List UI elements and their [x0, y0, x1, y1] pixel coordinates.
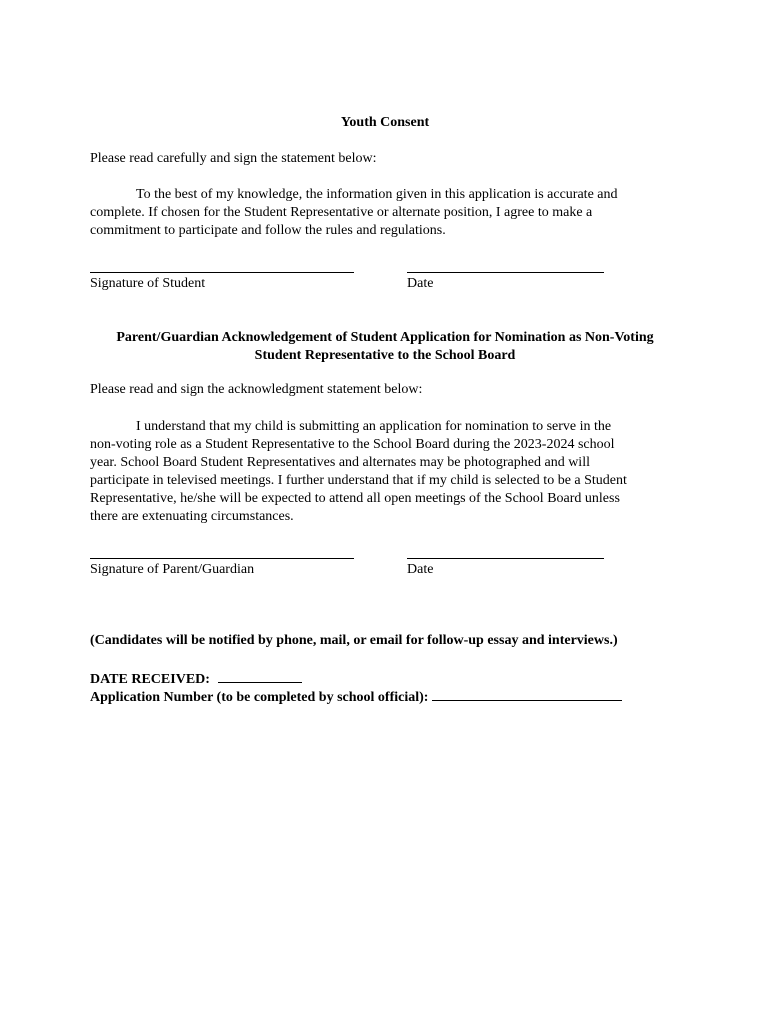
youth-paragraph-line-3: commitment to participate and follow the rules and regulations.: [90, 223, 446, 238]
parent-signature-line[interactable]: [90, 558, 354, 559]
parent-title-line-2: Student Representative to the School Board: [254, 348, 516, 363]
date-received-line[interactable]: [218, 668, 302, 683]
notification-notice: (Candidates will be notified by phone, mail, or email for follow-up essay and interviews.): [90, 633, 618, 648]
application-number-label: Application Number (to be completed by school official):: [90, 690, 429, 705]
date-received-label: DATE RECEIVED:: [90, 672, 210, 687]
parent-paragraph-line-4: participate in televised meetings. I further understand that if my child is selected to be a Student: [90, 473, 627, 488]
youth-paragraph-line-2: complete. If chosen for the Student Representative or alternate position, I agree to make a: [90, 205, 593, 220]
parent-title-line-1: Parent/Guardian Acknowledgement of Student Application for Nomination as Non-Voting: [116, 330, 654, 345]
application-number-row: [90, 686, 622, 707]
youth-paragraph-line-1: To the best of my knowledge, the information given in this application is accurate and: [136, 187, 618, 202]
parent-paragraph-line-6: there are extenuating circumstances.: [90, 509, 294, 524]
youth-instruction: Please read carefully and sign the statement below:: [90, 151, 377, 166]
parent-instruction: Please read and sign the acknowledgment statement below:: [90, 382, 423, 397]
student-date-label: Date: [407, 276, 434, 291]
youth-consent-title: Youth Consent: [340, 115, 430, 130]
parent-paragraph-line-1: I understand that my child is submitting an application for nomination to serve in the: [136, 419, 612, 434]
student-signature-label: Signature of Student: [90, 276, 206, 291]
parent-date-label: Date: [407, 562, 434, 577]
parent-paragraph-line-2: non-voting role as a Student Representative to the School Board during the 2023-2024 school: [90, 437, 615, 452]
parent-paragraph-line-5: Representative, he/she will be expected to attend all open meetings of the School Board unless: [90, 491, 620, 506]
student-signature-line[interactable]: [90, 272, 354, 273]
parent-paragraph-line-3: year. School Board Student Representatives and alternates may be photographed and will: [90, 455, 590, 470]
parent-date-line[interactable]: [407, 558, 604, 559]
application-number-line[interactable]: [432, 686, 622, 701]
parent-signature-label: Signature of Parent/Guardian: [90, 562, 255, 577]
student-date-line[interactable]: [407, 272, 604, 273]
